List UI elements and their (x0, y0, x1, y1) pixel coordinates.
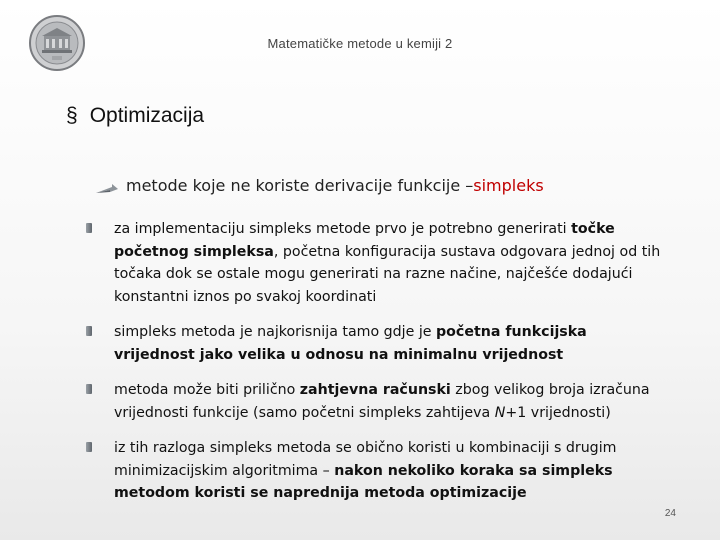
level1-bullet (98, 176, 698, 195)
bullet-text: , početna konfiguracija sustava odgovara jednoj od tih točaka dok se ostale mogu generirati na razne načine, najčešće dodajući konstantni iznos po svakoj koordinati (114, 243, 661, 305)
level1-highlight: simpleks (473, 176, 544, 195)
bullet-marker-icon (86, 442, 92, 452)
bullet-item (86, 379, 666, 424)
bullet-text: +1 vrijednosti) (505, 404, 611, 421)
page-number: 24 (664, 508, 676, 519)
bullet-text: metoda može biti prilično (114, 382, 300, 398)
level1-text: metode koje ne koriste derivacije funkcije – (126, 176, 474, 195)
bullet-marker-icon (86, 223, 92, 233)
bullet-text: za implementaciju simpleks metode prvo je potrebno generirati (114, 221, 572, 237)
section-symbol: § (66, 104, 78, 127)
bullet-bold-text: početna funkcijska vrijednost jako velika u odnosu na minimalnu vrijednost (114, 324, 587, 363)
bullet-text: simpleks metoda je najkorisnija tamo gdje je (114, 324, 437, 340)
header-title: Matematičke metode u kemiji 2 (267, 36, 453, 51)
bullet-item (86, 218, 666, 308)
bullet-list (86, 218, 666, 505)
bullet-bold-text: zahtjevna računski (299, 382, 451, 398)
bullet-text: N (494, 404, 506, 421)
bullet-text: iz tih razloga simpleks metoda se obično koristi u kombinaciji s drugim minimizacijskim algoritmima – (114, 440, 617, 479)
bullet-text: zbog velikog broja izračuna vrijednosti funkcije (samo početni simpleks zahtijeva (114, 382, 650, 421)
bullet-bold-text: točke početnog simpleksa (114, 221, 615, 260)
bullet-item (86, 321, 666, 366)
bullet-bold-text: nakon nekoliko koraka sa simpleks metodom koristi se naprednija metoda optimizacije (114, 462, 613, 501)
bullet-marker-icon (86, 384, 92, 394)
bullet-marker-icon (86, 326, 92, 336)
bullet-item (86, 437, 666, 505)
section-title: Optimizacija (89, 104, 205, 127)
section-heading (66, 104, 204, 128)
